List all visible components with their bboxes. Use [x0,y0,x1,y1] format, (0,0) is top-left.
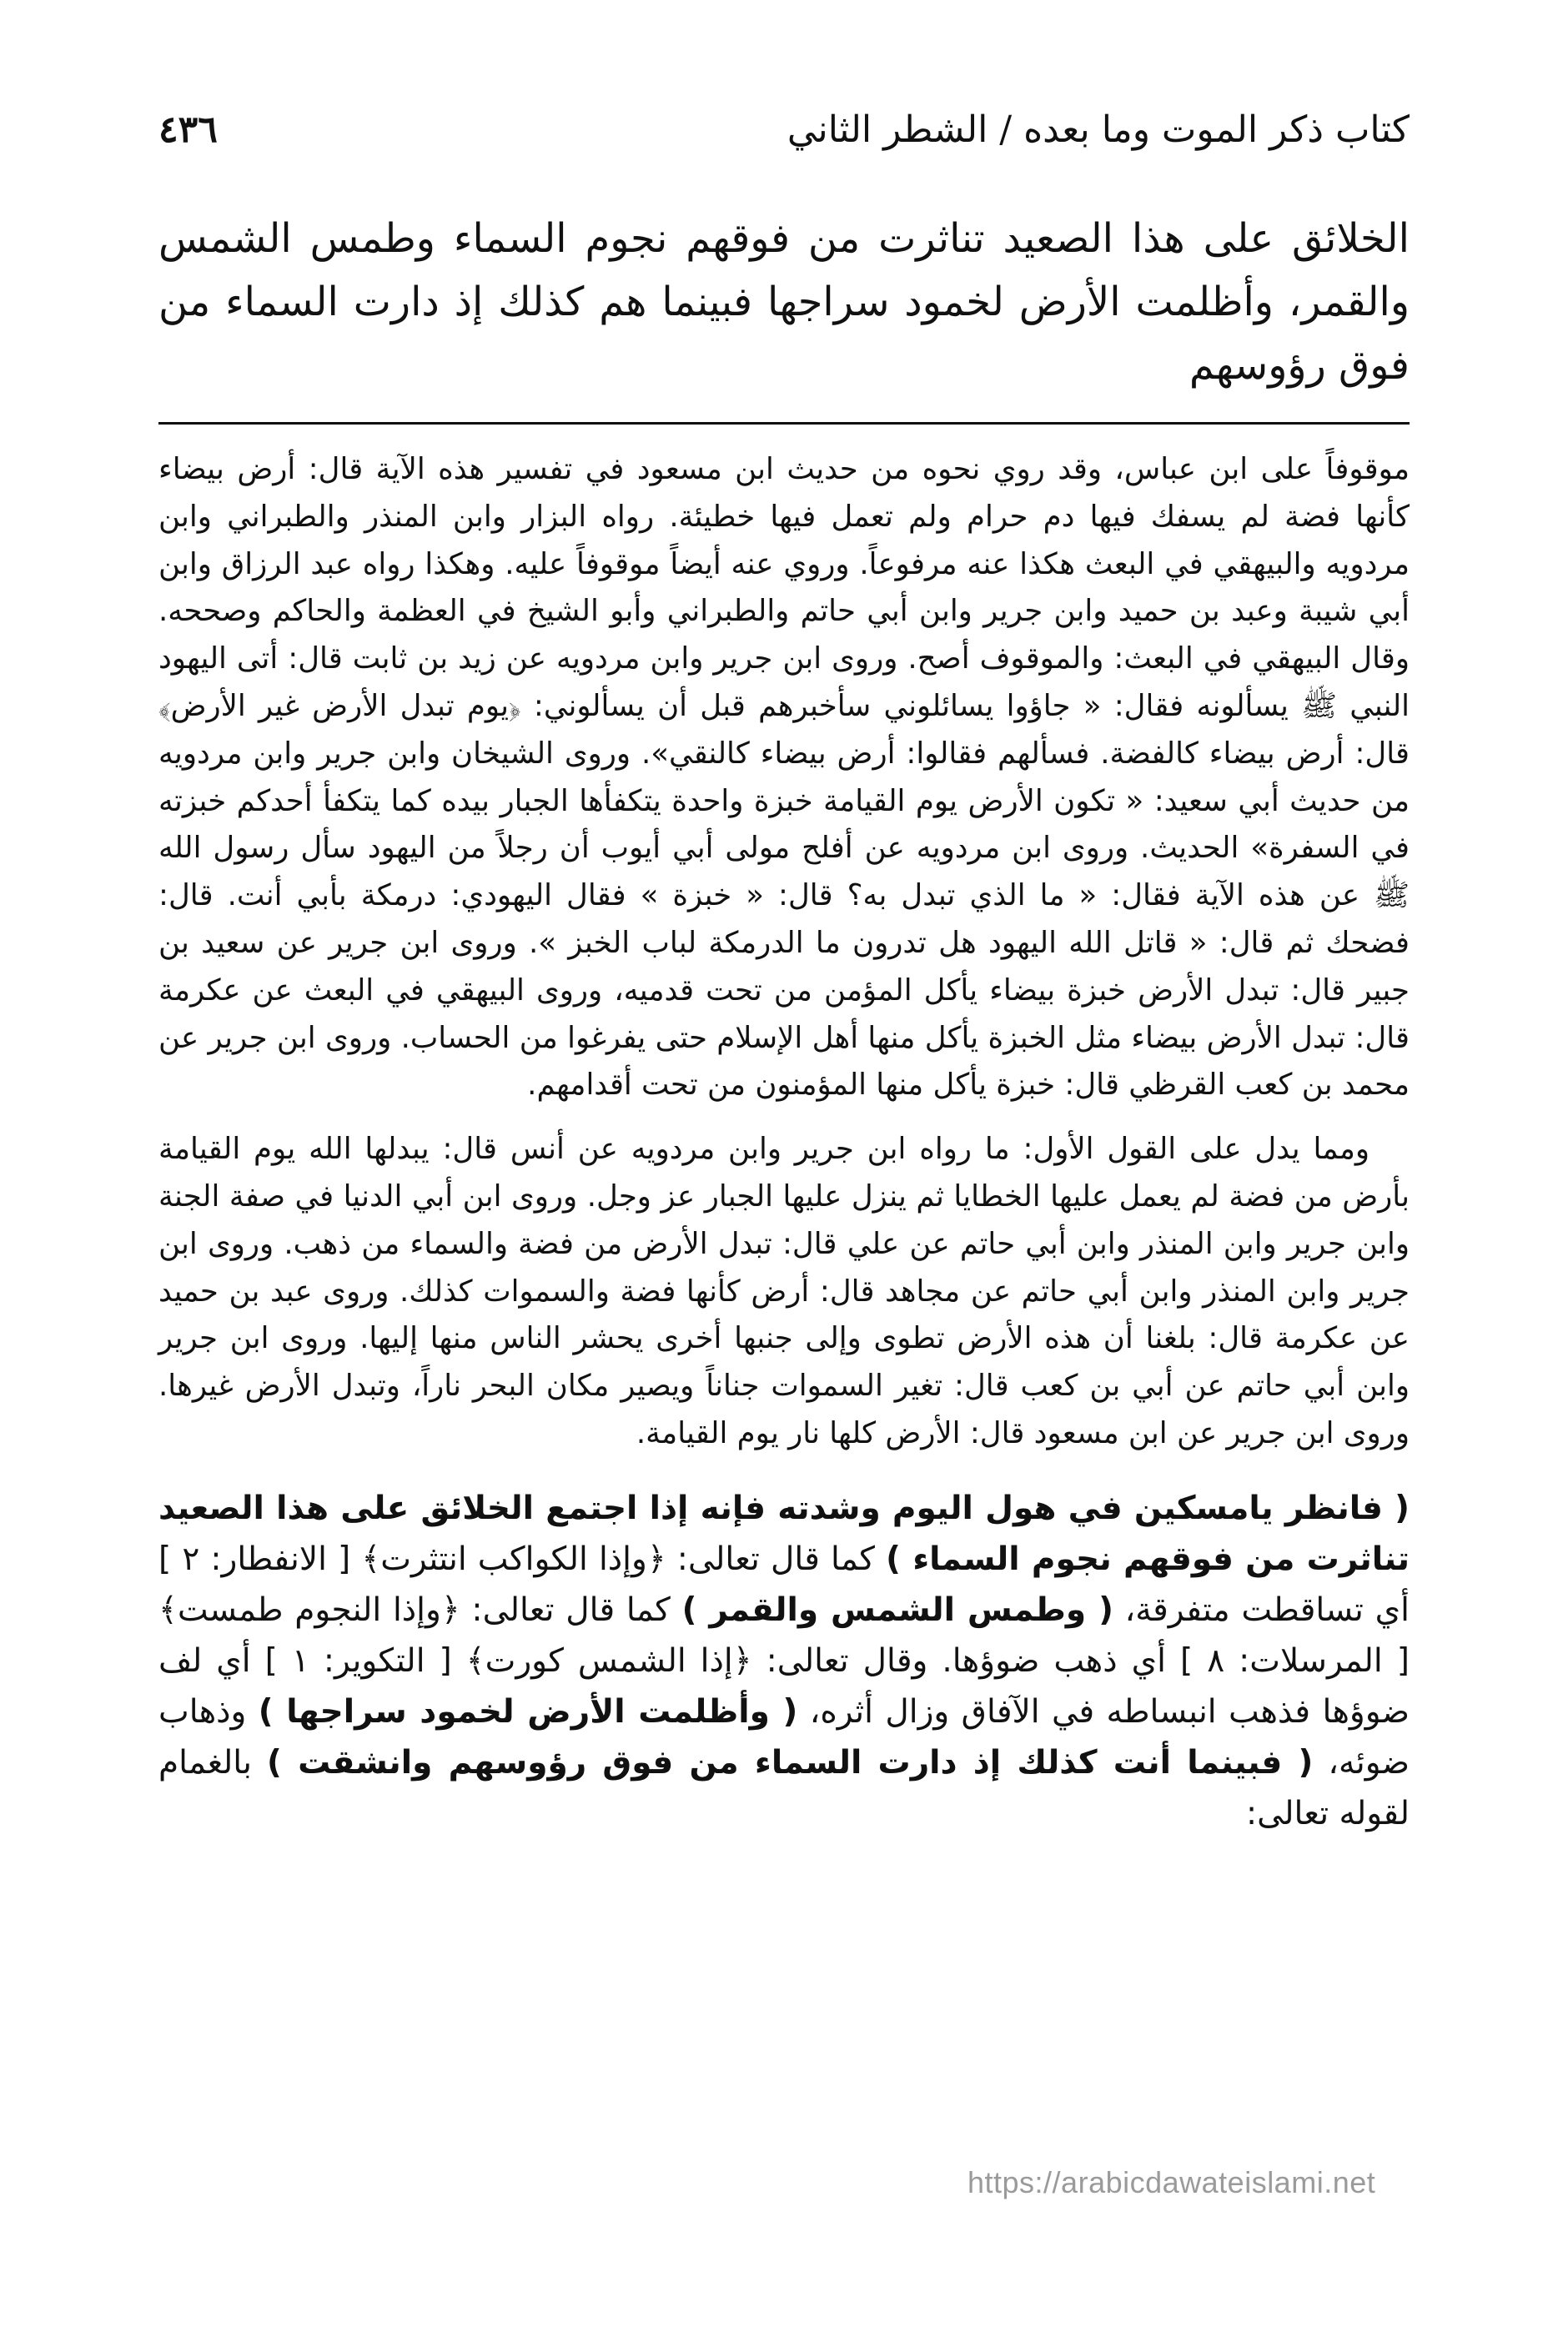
footnotes [158,446,1410,1458]
commentary-explanation-2: كما قال تعالى: ﴿وإذا النجوم طمست﴾ [ المرسلات: ٨ ] أي ذهب ضوؤها. وقال تعالى: ﴿إذا الشمس كورت﴾ [ التكوير: ١ ] أي لف ضوؤها فذهب انبساطه في الآفاق وزال أثره، [158,1591,1410,1731]
commentary-quote-2: ( وطمس الشمس والقمر ) [681,1591,1113,1629]
main-text [158,207,1410,397]
commentary-explanation-3: وذهاب ضوئه، [158,1692,1410,1782]
book-page [158,108,1410,1839]
commentary-quote-4: ( فبينما أنت كذلك إذ دارت السماء من فوق رؤوسهم وانشقت ) [267,1743,1314,1782]
running-title: كتاب ذكر الموت وما بعده / الشطر الثاني [787,108,1410,151]
footnote-paragraph-2: ومما يدل على القول الأول: ما رواه ابن جرير وابن مردويه عن أنس قال: يبدلها الله يوم القيامة بأرض من فضة لم يعمل عليها الخطايا ثم ينزل عليها الجبار عز وجل. وروى ابن أبي الدنيا في صفة الجنة وابن جرير وابن المنذر وابن أبي حاتم عن علي قال: تبدل الأرض من فضة والسماء من ذهب. وروى ابن جرير وابن المنذر وابن أبي حاتم عن مجاهد قال: أرض كأنها فضة والسموات كذلك. وروى عبد بن حميد عن عكرمة قال: بلغنا أن هذه الأرض تطوى وإلى جنبها أخرى يحشر الناس منها إليها. وروى ابن جرير وابن أبي حاتم عن أبي بن كعب قال: تغير السموات جناناً ويصير مكان البحر ناراً، وتبدل الأرض غيرها. وروى ابن جرير عن ابن مسعود قال: الأرض كلها نار يوم القيامة. [158,1132,1410,1450]
commentary-explanation-1: كما قال تعالى: ﴿وإذا الكواكب انتثرت﴾ [ الانفطار: ٢ ] أي تساقطت متفرقة، [158,1540,1410,1629]
commentary [158,1483,1410,1839]
page-header [158,108,1410,183]
footnote-divider [158,422,1410,425]
watermark-url: https://arabicdawateislami.net [967,2165,1376,2199]
page-number: ٤٣٦ [158,108,218,151]
commentary-explanation-4: بالغمام لقوله تعالى: [158,1743,1410,1832]
footnote-paragraph-1: موقوفاً على ابن عباس، وقد روي نحوه من حديث ابن مسعود في تفسير هذه الآية قال: أرض بيضاء كأنها فضة لم يسفك فيها دم حرام ولم تعمل فيها خطيئة. رواه البزار وابن المنذر والطبراني وابن مردويه والبيهقي في البعث هكذا عنه مرفوعاً. وروي عنه أيضاً موقوفاً عليه. وهكذا رواه عبد الرزاق وابن أبي شيبة وعبد بن حميد وابن جرير وابن أبي حاتم والطبراني وأبو الشيخ في العظمة والحاكم وصححه. وقال البيهقي في البعث: والموقوف أصح. وروى ابن جرير وابن مردويه عن زيد بن ثابت قال: أتى اليهود النبي ﷺ يسألونه فقال: « جاؤوا يسائلوني سأخبرهم قبل أن يسألوني: ﴿يوم تبدل الأرض غير الأرض﴾ قال: أرض بيضاء كالفضة. فسألهم فقالوا: أرض بيضاء كالنقي». وروى الشيخان وابن جرير وابن مردويه من حديث أبي سعيد: « تكون الأرض يوم القيامة خبزة واحدة يتكفأها الجبار بيده كما يتكفأ أحدكم خبزته في السفرة» الحديث. وروى ابن مردويه عن أفلح مولى أبي أيوب أن رجلاً من اليهود سأل رسول الله ﷺ عن هذه الآية فقال: « ما الذي تبدل به؟ قال: « خبزة » فقال اليهودي: درمكة بأبي أنت. قال: فضحك ثم قال: « قاتل الله اليهود هل تدرون ما الدرمكة لباب الخبز ». وروى ابن جرير عن سعيد بن جبير قال: تبدل الأرض خبزة بيضاء يأكل المؤمن من تحت قدميه، وروى البيهقي في البعث عن عكرمة قال: تبدل الأرض بيضاء مثل الخبزة يأكل منها أهل الإسلام حتى يفرغوا من الحساب. وروى ابن جرير عن محمد بن كعب القرظي قال: خبزة يأكل منها المؤمنون من تحت أقدامهم. [158,452,1410,1103]
commentary-quote-1: ( فانظر يامسكين في هول اليوم وشدته فإنه إذا اجتمع الخلائق على هذا الصعيد تناثرت من فوقهم نجوم السماء ) [158,1489,1410,1578]
commentary-quote-3: ( وأظلمت الأرض لخمود سراجها ) [258,1692,798,1731]
commentary-paragraph [158,1483,1410,1839]
main-text-paragraph: الخلائق على هذا الصعيد تناثرت من فوقهم نجوم السماء وطمس الشمس والقمر، وأظلمت الأرض لخمود سراجها فبينما هم كذلك إذ دارت السماء من فوق رؤوسهم [158,215,1410,389]
